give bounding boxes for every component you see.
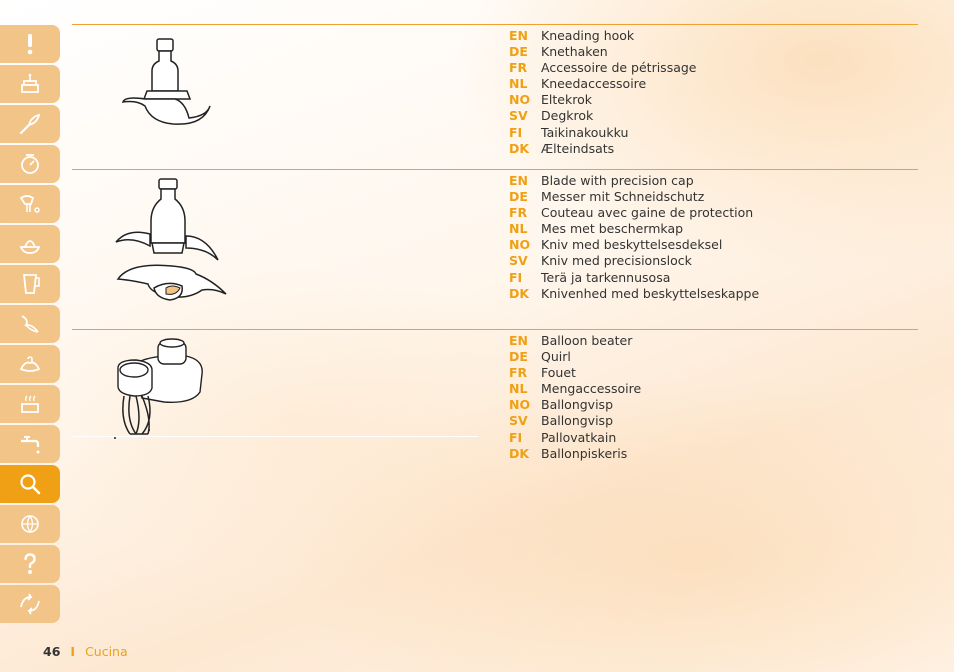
accessory-name: Fouet — [541, 365, 576, 381]
language-code: DK — [509, 285, 530, 301]
accessory-name: Balloon beater — [541, 333, 633, 348]
list-item — [509, 125, 697, 141]
page-footer — [43, 644, 128, 659]
accessory-name: Messer mit Schneidschutz — [541, 189, 705, 205]
list-item — [509, 430, 641, 446]
language-code: NL — [509, 221, 528, 237]
language-code: NO — [509, 92, 531, 108]
list-item — [509, 237, 759, 253]
whisk-icon — [17, 311, 43, 337]
language-code: DK — [509, 445, 530, 461]
language-code: DE — [509, 189, 528, 205]
section-divider — [72, 24, 918, 25]
timer-icon — [17, 151, 43, 177]
tap-icon — [17, 431, 43, 457]
list-item — [509, 397, 641, 413]
language-list — [509, 333, 641, 462]
language-code: FR — [509, 365, 528, 381]
sidebar-item-citrus-press[interactable] — [0, 225, 60, 263]
accessory-name: Degkrok — [541, 108, 594, 124]
recycle-icon — [17, 591, 43, 617]
sidebar-nav — [0, 25, 60, 625]
list-item — [509, 286, 759, 302]
sidebar-item-exclamation[interactable] — [0, 25, 60, 63]
language-code: FI — [509, 124, 523, 140]
language-code: NO — [509, 237, 531, 253]
accessory-name: Mengaccessoire — [541, 381, 642, 397]
accessory-name: Quirl — [541, 349, 571, 365]
language-code: NL — [509, 381, 528, 397]
accessory-name: Kneading hook — [541, 28, 635, 43]
list-item — [509, 76, 697, 92]
kneading-hook-drawing — [115, 36, 220, 131]
language-code: DE — [509, 349, 528, 365]
accessory-name: Couteau avec gaine de protection — [541, 205, 754, 221]
sidebar-item-steam-pot[interactable] — [0, 385, 60, 423]
sidebar-item-recycle[interactable] — [0, 585, 60, 623]
list-item — [509, 205, 759, 221]
question-icon — [17, 551, 43, 577]
accessory-name: Kneedaccessoire — [541, 76, 647, 92]
language-code: EN — [509, 173, 529, 188]
globe-icon — [17, 511, 43, 537]
language-code: SV — [509, 108, 528, 124]
accessory-name: Ballonpiskeris — [541, 445, 628, 461]
balloon-beater-drawing — [112, 334, 212, 442]
language-code: SV — [509, 253, 528, 269]
section-title: Cucina — [85, 644, 128, 659]
list-item — [509, 173, 759, 189]
language-list — [509, 28, 697, 157]
footer-separator: I — [70, 644, 76, 659]
blade-with-cap-drawing — [110, 176, 235, 316]
list-item — [509, 349, 641, 365]
language-code: FR — [509, 205, 528, 221]
accessory-name: Taikinakoukku — [541, 124, 629, 140]
accessory-name: Mes met beschermkap — [541, 221, 684, 237]
citrus-press-icon — [17, 231, 43, 257]
list-item — [509, 253, 759, 269]
spatula-icon — [17, 111, 43, 137]
accessory-name: Accessoire de pétrissage — [541, 60, 697, 76]
accessory-name: Ballongvisp — [541, 397, 614, 413]
accessory-name: Kniv med precisionslock — [541, 253, 692, 269]
list-item — [509, 446, 641, 462]
list-item — [509, 365, 641, 381]
section-divider — [72, 169, 918, 170]
magnifier-icon — [17, 471, 43, 497]
list-item — [509, 141, 697, 157]
list-item — [509, 44, 697, 60]
page-number: 46 — [43, 644, 61, 659]
sidebar-item-whisk[interactable] — [0, 305, 60, 343]
steam-pot-icon — [17, 391, 43, 417]
list-item — [509, 333, 641, 349]
exclamation-icon — [17, 31, 43, 57]
accessory-name: Knethaken — [541, 44, 608, 60]
sidebar-item-hands[interactable] — [0, 345, 60, 383]
cake-icon — [17, 71, 43, 97]
accessory-name: Ballongvisp — [541, 413, 614, 429]
list-item — [509, 60, 697, 76]
language-code: DE — [509, 44, 528, 60]
language-code: SV — [509, 413, 528, 429]
language-code: FR — [509, 60, 528, 76]
language-code: FI — [509, 429, 523, 445]
language-code: NO — [509, 397, 531, 413]
language-code: NL — [509, 76, 528, 92]
sidebar-item-spatula[interactable] — [0, 105, 60, 143]
accessory-name: Ælteindsats — [541, 140, 615, 156]
sidebar-item-hand-mixer[interactable] — [0, 185, 60, 223]
language-code: FI — [509, 269, 523, 285]
list-item — [509, 28, 697, 44]
image-underline — [72, 436, 478, 437]
blender-jug-icon — [17, 271, 43, 297]
sidebar-item-magnifier[interactable] — [0, 465, 60, 503]
language-code: EN — [509, 28, 529, 43]
sidebar-item-globe[interactable] — [0, 505, 60, 543]
sidebar-item-timer[interactable] — [0, 145, 60, 183]
list-item — [509, 221, 759, 237]
list-item — [509, 413, 641, 429]
accessory-name: Knivenhed med beskyttelseskappe — [541, 285, 760, 301]
sidebar-item-cake[interactable] — [0, 65, 60, 103]
list-item — [509, 381, 641, 397]
accessory-name: Kniv med beskyttelsesdeksel — [541, 237, 723, 253]
sidebar-item-question[interactable] — [0, 545, 60, 583]
accessory-name: Pallovatkain — [541, 429, 617, 445]
language-code: EN — [509, 333, 529, 348]
language-list — [509, 173, 759, 302]
list-item — [509, 108, 697, 124]
hand-mixer-icon — [17, 191, 43, 217]
list-item — [509, 189, 759, 205]
section-divider — [72, 329, 918, 330]
accessory-name: Blade with precision cap — [541, 173, 694, 188]
list-item — [509, 270, 759, 286]
sidebar-item-tap[interactable] — [0, 425, 60, 463]
list-item — [509, 92, 697, 108]
accessory-name: Eltekrok — [541, 92, 592, 108]
hands-icon — [17, 351, 43, 377]
sidebar-item-blender-jug[interactable] — [0, 265, 60, 303]
accessory-name: Terä ja tarkennusosa — [541, 269, 671, 285]
language-code: DK — [509, 140, 530, 156]
